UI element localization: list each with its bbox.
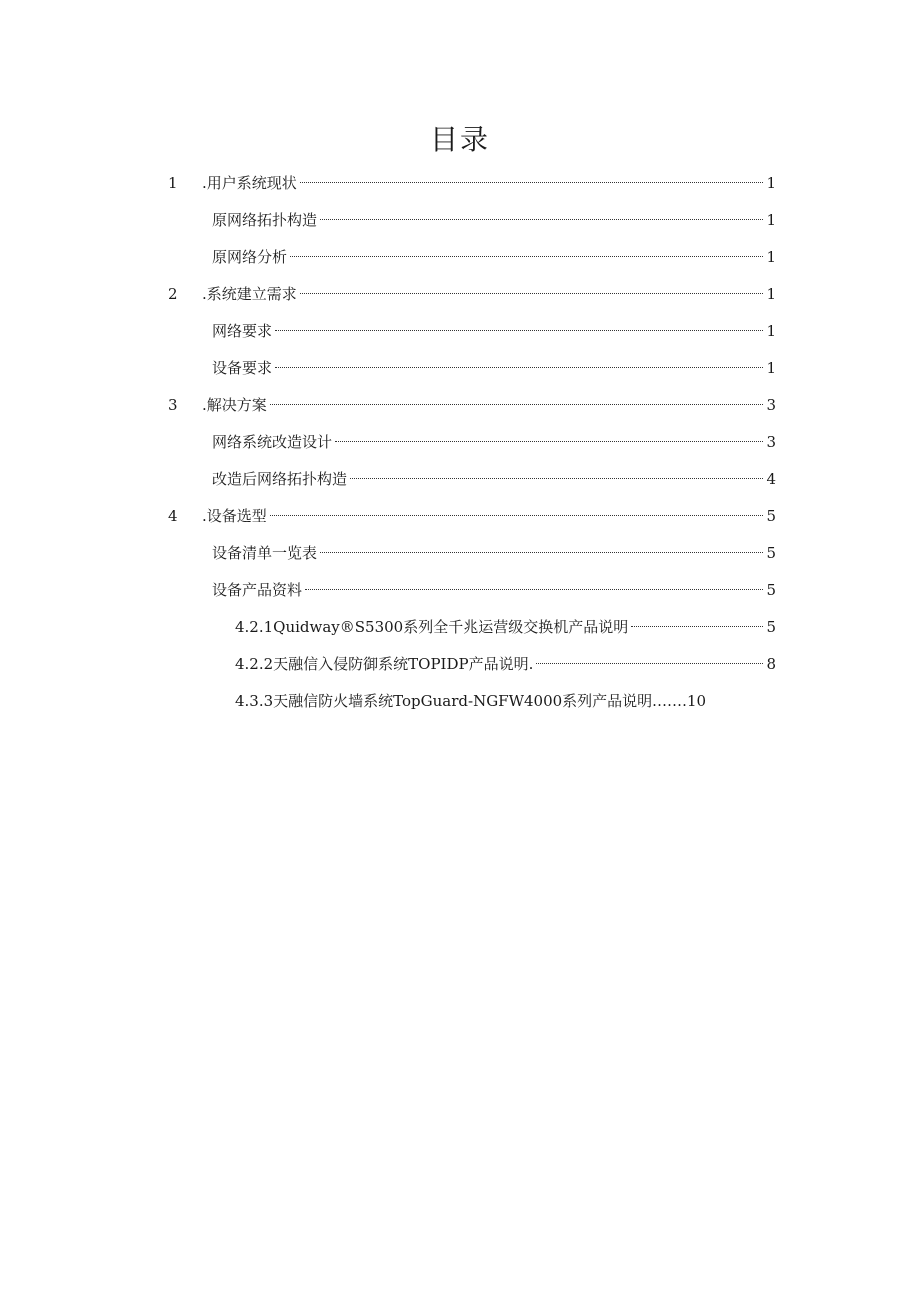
toc-entry-number: 3	[168, 396, 178, 414]
toc-entry-label: 原网络拓扑构造	[212, 211, 318, 229]
toc-entry-label: .解决方案	[202, 396, 267, 414]
toc-dot-leader	[320, 552, 763, 553]
toc-dot-leader	[536, 663, 763, 664]
toc-entry-label: .用户系统现状	[202, 174, 297, 192]
toc-entry-number: 4	[168, 507, 178, 525]
toc-dot-leader	[275, 367, 763, 368]
toc-entry-page-number: 5	[766, 618, 776, 636]
toc-entry[interactable]	[212, 577, 776, 603]
toc-dot-leader	[275, 330, 763, 331]
toc-entry[interactable]	[212, 355, 776, 381]
toc-entry-label: 4.2.2天融信入侵防御系统TOPIDP产品说明.	[235, 655, 534, 673]
toc-entry-page-number: 4	[766, 470, 776, 488]
toc-dot-leader	[335, 441, 763, 442]
toc-entry[interactable]	[212, 466, 776, 492]
toc-entry[interactable]	[168, 392, 776, 418]
toc-entry-label: 4.2.1Quidway®S5300系列全千兆运营级交换机产品说明	[235, 618, 629, 636]
toc-entry[interactable]	[212, 318, 776, 344]
toc-entry-label: 网络要求	[212, 322, 273, 340]
toc-entry-label: 设备产品资料	[212, 581, 303, 599]
toc-entry-label: 改造后网络拓扑构造	[212, 470, 348, 488]
toc-entry-label: 网络系统改造设计	[212, 433, 333, 451]
toc-entry-label: .系统建立需求	[202, 285, 297, 303]
toc-entry[interactable]	[235, 651, 776, 677]
toc-entry-page-number: 5	[766, 507, 776, 525]
toc-dot-leader	[270, 515, 764, 516]
toc-entry[interactable]	[168, 170, 776, 196]
toc-dot-leader	[305, 589, 763, 590]
toc-entry-page-number: 1	[766, 322, 776, 340]
toc-entry-page-number: 3	[766, 433, 776, 451]
toc-entry-label: 设备清单一览表	[212, 544, 318, 562]
toc-entry[interactable]	[168, 503, 776, 529]
toc-entry[interactable]	[168, 281, 776, 307]
toc-entry-number: 2	[168, 285, 178, 303]
toc-entry-label: 4.3.3天融信防火墙系统TopGuard-NGFW4000系列产品说明.……10	[235, 692, 707, 710]
toc-entry-page-number: 1	[766, 174, 776, 192]
toc-dot-leader	[290, 256, 763, 257]
toc-dot-leader	[320, 219, 763, 220]
toc-entry-label: 设备要求	[212, 359, 273, 377]
toc-entry-number: 1	[168, 174, 178, 192]
toc-entry[interactable]	[212, 244, 776, 270]
toc-entry-label: .设备选型	[202, 507, 267, 525]
toc-entry-label: 原网络分析	[212, 248, 288, 266]
toc-entry[interactable]	[235, 688, 776, 714]
toc-entry-page-number: 5	[766, 581, 776, 599]
toc-entry[interactable]	[212, 207, 776, 233]
toc-dot-leader	[350, 478, 763, 479]
toc-title: 目录	[429, 123, 490, 156]
toc-entry-page-number: 1	[766, 211, 776, 229]
toc-entry-page-number: 5	[766, 544, 776, 562]
toc-entry[interactable]	[212, 429, 776, 455]
toc-entry-page-number: 3	[766, 396, 776, 414]
toc-entry[interactable]	[235, 614, 776, 640]
toc-dot-leader	[300, 182, 764, 183]
toc-dot-leader	[631, 626, 763, 627]
toc-entry-page-number: 8	[766, 655, 776, 673]
toc-dot-leader	[300, 293, 764, 294]
toc-dot-leader	[270, 404, 764, 405]
toc-entry-page-number: 1	[766, 285, 776, 303]
toc-entry[interactable]	[212, 540, 776, 566]
toc-entry-page-number: 1	[766, 359, 776, 377]
toc-entry-page-number: 1	[766, 248, 776, 266]
